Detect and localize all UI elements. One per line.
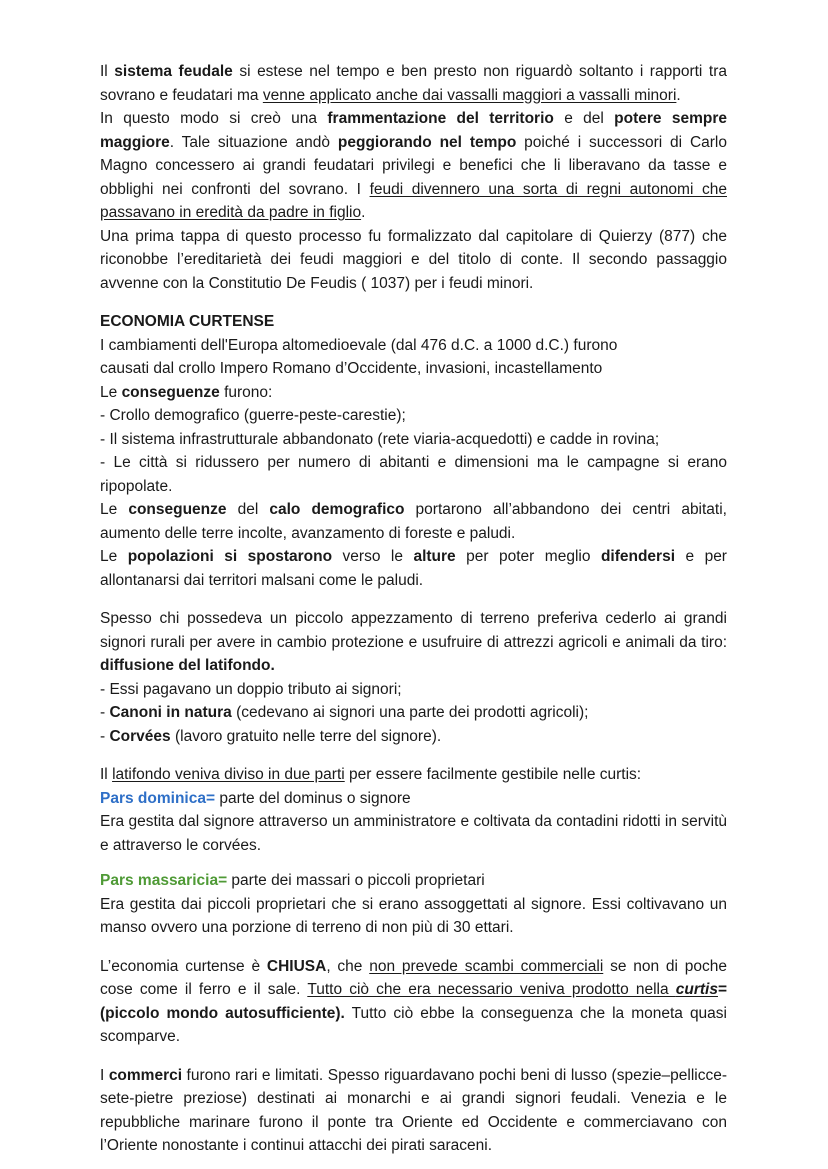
emphasis: sistema feudale <box>114 63 233 80</box>
paragraph-consequences: Le conseguenze furono: <box>100 383 273 401</box>
list-item: - Il sistema infrastrutturale abbandonato (rete viaria-acquedotti) e cadde in rovina; <box>100 430 660 448</box>
list-item: - Essi pagavano un doppio tributo ai signori; <box>100 680 402 698</box>
list-item: - Crollo demografico (guerre-peste-carestie); <box>100 407 406 424</box>
paragraph-commerce: I commerci furono rari e limitati. Spesso riguardavano pochi beni di lusso (spezie–pellicce-sete-pietre preziose) destinati ai monarchi e ai grandi signori feudali. Venezia e le repubbliche marinare furono il ponte tra Oriente ed Occidente e commerciavano con l’Oriente nonostante i continui attacchi dei pirati saraceni. <box>100 1066 727 1154</box>
section-heading: ECONOMIA CURTENSE <box>100 313 275 330</box>
underline: venne applicato anche dai vassalli maggiori a vassalli minori <box>262 86 677 104</box>
pars-massaricia: Pars massaricia= parte dei massari o piccoli proprietari <box>100 872 485 889</box>
paragraph-changes-line2: causati dal crollo Impero Romano d’Occidente, invasioni, incastellamento <box>100 360 603 377</box>
paragraph-demographic: Le conseguenze del calo demografico portarono all’abbandono dei centri abitati, aumento delle terre incolte, avanzamento di foreste e paludi. <box>100 501 727 542</box>
paragraph-division: Il latifondo veniva diviso in due parti per essere facilmente gestibile nelle curtis: <box>100 766 642 783</box>
paragraph-feudal-system: Il sistema feudale si estese nel tempo e ben presto non riguardò soltanto i rapporti tra sovrano e feudatari ma venne applicato anche dai vassalli maggiori a vassalli minori. <box>100 63 727 104</box>
paragraph-massaricia-desc: Era gestita dai piccoli proprietari che si erano assoggettati al signore. Essi coltivavano un manso ovvero una porzione di terreno di non più di 30 ettari. <box>100 895 727 936</box>
list-item: - Canoni in natura (cedevano ai signori una parte dei prodotti agricoli); <box>100 704 589 721</box>
pars-dominica: Pars dominica= parte del dominus o signore <box>100 789 411 807</box>
document-page <box>100 60 727 1158</box>
paragraph-fragmentation: In questo modo si creò una frammentazione del territorio e del potere sempre maggiore. Tale situazione andò peggiorando nel tempo poiché i successori di Carlo Magno concessero ai grandi feudatari privilegi e benefici che li liberavano da tasse e obblighi nei confronti del sovrano. I feudi divennero una sorta di regni autonomi che passavano in eredità da padre in figlio. <box>100 110 727 221</box>
paragraph-populations: Le popolazioni si spostarono verso le alture per poter meglio difendersi e per allontanarsi dai territori malsani come le paludi. <box>100 548 727 589</box>
paragraph-closed-economy: L’economia curtense è CHIUSA, che non prevede scambi commerciali se non di poche cose come il ferro e il sale. Tutto ciò che era necessario veniva prodotto nella curtis=(piccolo mondo autosufficiente). Tutto ciò ebbe la conseguenza che la moneta quasi scomparve. <box>100 957 728 1045</box>
paragraph-latifondo: Spesso chi possedeva un piccolo appezzamento di terreno preferiva cederlo ai grandi signori rurali per avere in cambio protezione e usufruire di attrezzi agricoli e animali da tiro: diffusione del latifondo. <box>100 610 727 674</box>
paragraph-dominica-desc: Era gestita dal signore attraverso un amministratore e coltivata da contadini ridotti in servitù e attraverso le corvées. <box>100 813 727 854</box>
paragraph-changes-line1: I cambiamenti dell'Europa altomedioevale (dal 476 d.C. a 1000 d.C.) furono <box>100 336 618 354</box>
list-item: - Corvées (lavoro gratuito nelle terre del signore). <box>100 727 442 745</box>
paragraph-quierzy: Una prima tappa di questo processo fu formalizzato dal capitolare di Quierzy (877) che riconobbe l’ereditarietà dei feudi maggiori e del titolo di conte. Il secondo passaggio avvenne con la Constitutio De Feudis ( 1037) per i feudi minori. <box>100 227 727 292</box>
list-item: - Le città si ridussero per numero di abitanti e dimensioni ma le campagne si erano ripopolate. <box>100 454 727 495</box>
